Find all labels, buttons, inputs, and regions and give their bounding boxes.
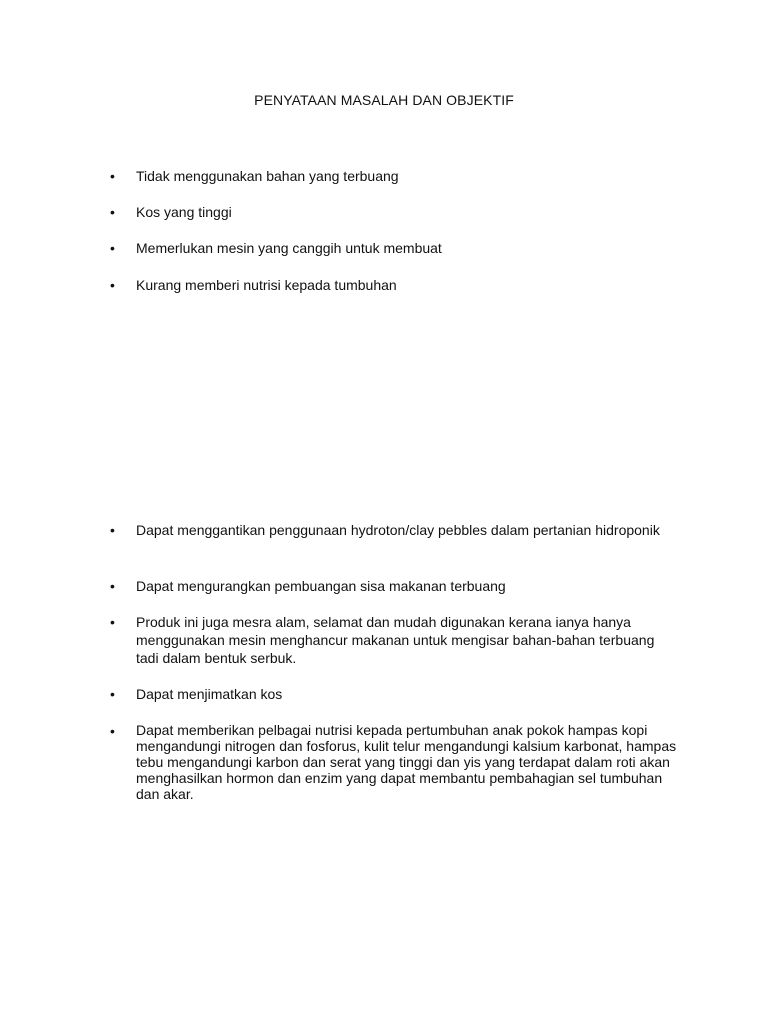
- problem-item: [110, 203, 680, 221]
- problem-text: Tidak menggunakan bahan yang terbuang: [136, 168, 399, 184]
- bullet-icon: •: [110, 578, 115, 594]
- objective-text: Dapat mengurangkan pembuangan sisa makanan terbuang: [136, 578, 506, 594]
- bullet-icon: •: [110, 168, 115, 184]
- problem-text: Kurang memberi nutrisi kepada tumbuhan: [136, 277, 397, 293]
- document-title: PENYATAAN MASALAH DAN OBJEKTIF: [254, 92, 514, 108]
- problem-item: [110, 167, 680, 185]
- problem-text: Kos yang tinggi: [136, 204, 232, 220]
- objective-item: [110, 722, 680, 802]
- objective-text: Dapat memberikan pelbagai nutrisi kepada pertumbuhan anak pokok hampas kopi mengandungi nitrogen dan fosforus, kulit telur mengandungi kalsium karbonat, hampas tebu mengandungi karbon dan serat yang tinggi dan yis yang terdapat dalam roti akan menghasilkan hormon dan enzim yang dapat membantu pembahagian sel tumbuhan dan akar.: [136, 722, 677, 802]
- bullet-icon: •: [110, 522, 115, 538]
- objective-text: Dapat menggantikan penggunaan hydroton/clay pebbles dalam pertanian hidroponik: [136, 522, 660, 538]
- bullet-icon: •: [110, 723, 115, 739]
- objective-text: Dapat menjimatkan kos: [136, 686, 283, 702]
- bullet-icon: •: [110, 614, 115, 630]
- problem-text: Memerlukan mesin yang canggih untuk membuat: [136, 240, 442, 256]
- problem-item: [110, 239, 680, 257]
- objective-item: [110, 577, 680, 595]
- objective-item: [110, 613, 680, 667]
- bullet-icon: •: [110, 686, 115, 702]
- bullet-icon: •: [110, 277, 115, 293]
- objective-item: [110, 521, 680, 539]
- bullet-icon: •: [110, 204, 115, 220]
- objective-text: Produk ini juga mesra alam, selamat dan mudah digunakan kerana ianya hanya menggunakan mesin menghancur makanan untuk mengisar bahan-bahan terbuang tadi dalam bentuk serbuk.: [136, 614, 655, 666]
- bullet-icon: •: [110, 240, 115, 256]
- objective-item: [110, 685, 680, 703]
- problem-item: [110, 276, 680, 294]
